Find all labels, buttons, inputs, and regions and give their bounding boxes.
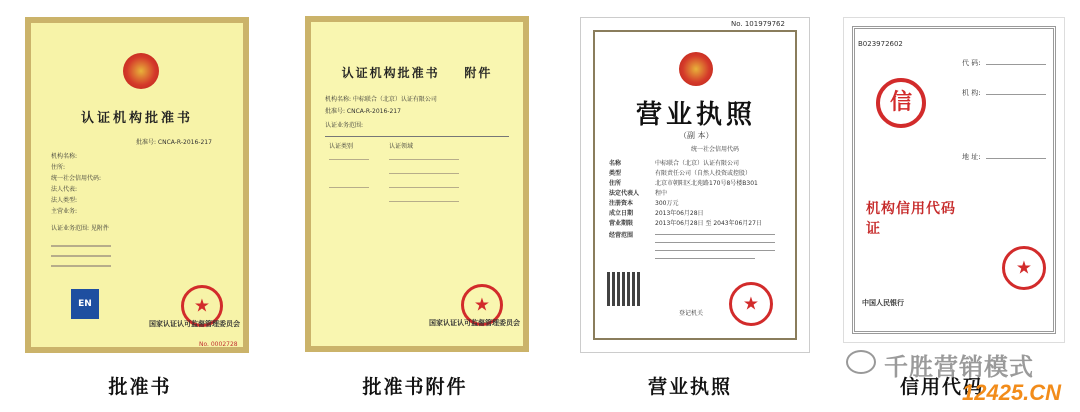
credit-serial: B023972602 bbox=[858, 40, 903, 48]
approval-serial: No. 0002728 bbox=[199, 341, 238, 348]
license-value-3: 北京市朝阳区北苑路170号8号楼B301 bbox=[655, 180, 758, 187]
attachment-table bbox=[325, 136, 509, 221]
credit-issuer: 中国人民银行 bbox=[862, 299, 904, 307]
license-value-1: 中标联合（北京）认证有限公司 bbox=[655, 160, 740, 167]
license-value-4: 程中 bbox=[655, 190, 668, 197]
credit-title: 机构信用代码证 bbox=[866, 201, 956, 237]
approval-attachment bbox=[305, 16, 529, 352]
caption-attachment: 批准书附件 bbox=[362, 376, 468, 398]
qr-code-icon bbox=[607, 272, 641, 306]
attachment-scope-label: 认证业务范围: bbox=[325, 122, 364, 129]
credit-label-addr: 地 址: bbox=[962, 153, 981, 161]
national-emblem-icon bbox=[123, 53, 159, 89]
license-field-1: 名称 bbox=[609, 160, 622, 167]
license-field-3: 住所 bbox=[609, 180, 622, 187]
attachment-col-2: 认证领域 bbox=[389, 143, 414, 150]
approval-row-6: 主营业务: bbox=[51, 208, 78, 215]
wechat-icon bbox=[846, 350, 876, 374]
caption-credit-code: 信用代码 bbox=[900, 376, 985, 398]
license-field-6: 成立日期 bbox=[609, 210, 634, 217]
approval-certificate bbox=[25, 17, 249, 353]
attachment-col-1: 认证类别 bbox=[329, 143, 354, 150]
enas-logo: EN bbox=[71, 289, 99, 319]
caption-approval: 批准书 bbox=[108, 376, 172, 398]
license-title: 营业执照 bbox=[635, 100, 756, 130]
license-registry: 登记机关 bbox=[679, 310, 704, 317]
approval-row-5: 法人类型: bbox=[51, 197, 78, 204]
license-value-7: 2013年06月28日 至 2043年06月27日 bbox=[655, 220, 762, 227]
attachment-title: 认证机构批准书 附件 bbox=[341, 66, 493, 80]
approval-row-4: 法人代表: bbox=[51, 186, 78, 193]
credit-code-certificate bbox=[843, 17, 1065, 343]
attachment-issuer: 国家认证认可监督管理委员会 bbox=[429, 319, 520, 327]
watermark-site: 12425.CN bbox=[962, 380, 1062, 405]
business-license bbox=[580, 17, 810, 353]
approval-row-1: 机构名称: bbox=[51, 153, 78, 160]
official-seal-icon: ★ bbox=[1002, 246, 1046, 290]
license-value-5: 300万元 bbox=[655, 200, 679, 207]
national-emblem-icon bbox=[679, 52, 713, 86]
license-field-7: 营业期限 bbox=[609, 220, 634, 227]
watermark-name: 千胜营销模式 bbox=[884, 353, 1034, 381]
approval-row-3: 统一社会信用代码: bbox=[51, 175, 102, 182]
approval-row-7: 认证业务范围: 见附件 bbox=[51, 225, 109, 232]
credit-logo: 信 bbox=[876, 78, 926, 128]
license-field-8: 经营范围 bbox=[609, 232, 634, 239]
license-value-2: 有限责任公司（自然人投资或控股） bbox=[655, 170, 752, 177]
license-field-5: 注册资本 bbox=[609, 200, 634, 207]
attachment-number: 批准号: CNCA-R-2016-217 bbox=[325, 108, 401, 115]
credit-label-name: 机 构: bbox=[962, 89, 981, 97]
approval-number: 批准号: CNCA-R-2016-217 bbox=[136, 139, 212, 146]
official-seal-icon: ★ bbox=[729, 282, 773, 326]
credit-label-code: 代 码: bbox=[962, 59, 981, 67]
license-credit-code: 统一社会信用代码 bbox=[691, 146, 740, 153]
license-subtitle: （副 本） bbox=[679, 131, 714, 140]
attachment-org: 机构名称: 中标联合（北京）认证有限公司 bbox=[325, 96, 437, 103]
license-field-2: 类型 bbox=[609, 170, 622, 177]
approval-row-2: 住所: bbox=[51, 164, 66, 171]
license-serial: No. 101979762 bbox=[731, 20, 785, 28]
approval-issuer: 国家认证认可监督管理委员会 bbox=[149, 320, 240, 328]
approval-title: 认证机构批准书 bbox=[80, 111, 193, 126]
official-seal-icon: ★ bbox=[461, 284, 503, 326]
license-value-6: 2013年06月28日 bbox=[655, 210, 704, 217]
official-seal-icon: ★ bbox=[181, 285, 223, 327]
caption-license: 营业执照 bbox=[647, 376, 732, 398]
license-field-4: 法定代表人 bbox=[609, 190, 640, 197]
